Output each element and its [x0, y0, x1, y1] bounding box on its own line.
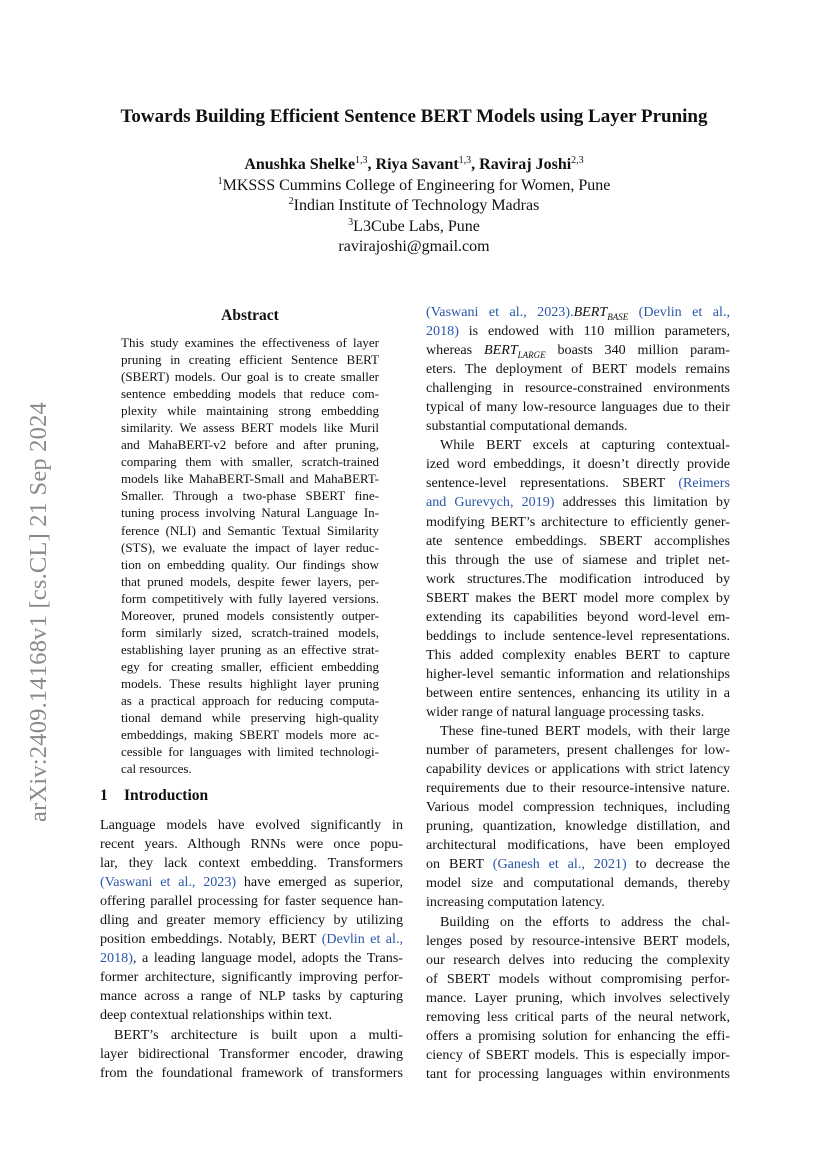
text-fragment: beddings to include sentence-level representations.	[426, 627, 730, 644]
right-column	[426, 303, 730, 1084]
abstract-line: establishing layer pruning as an effective strat-	[121, 641, 379, 657]
text-fragment: This added complexity enables BERT to capture	[426, 646, 730, 663]
text-line	[100, 873, 403, 892]
text-line	[426, 741, 730, 760]
text-line	[426, 722, 730, 741]
author-block	[0, 155, 828, 258]
text-fragment: pruning, quantization, knowledge distillation, and	[426, 818, 730, 835]
text-fragment: BERT’s architecture is built upon a multi-	[114, 1026, 403, 1043]
text-fragment: offering parallel processing for faster sequence han-	[100, 893, 403, 910]
abstract-line: sentence embedding models that reduce com-	[121, 386, 379, 402]
abstract-line: comparing them with smaller, scratch-trained	[121, 454, 379, 470]
text-line	[100, 1064, 403, 1083]
text-line	[426, 436, 730, 455]
citation-link[interactable]: (Devlin et al.,	[321, 931, 403, 948]
math-bert-large: $BERT_{LARGE}$	[484, 342, 546, 360]
text-line	[426, 874, 730, 893]
abstract-line: (STS), we evaluate the impact of layer reduc-	[121, 539, 379, 555]
citation-link[interactable]: (Reimers	[678, 475, 730, 492]
author-separator: ,	[367, 156, 376, 173]
text-line	[426, 646, 730, 665]
text-fragment: mance across a range of NLP tasks by capturing	[100, 988, 403, 1005]
affiliation-3: $^3$L3Cube Labs, Pune	[348, 216, 480, 235]
text-fragment: model size and computational demands, thereby	[426, 875, 730, 892]
text-line	[100, 816, 403, 835]
abstract-line: This study examines the effectiveness of layer	[121, 335, 379, 350]
text-fragment: this through the use of siamese and triplet net-	[426, 551, 730, 568]
affiliation-1: $^1$MKSSS Cummins College of Engineering for Women, Pune	[217, 175, 611, 194]
text-fragment: modifying BERT’s architecture to efficiently gener-	[426, 513, 730, 530]
text-fragment: dling and greater memory efficiency by utilizing	[100, 912, 403, 929]
text-line	[426, 893, 730, 912]
text-fragment: position embeddings. Notably, BERT	[100, 931, 322, 948]
text-fragment: on BERT	[426, 856, 493, 873]
text-line	[100, 835, 403, 854]
author-affiliation-mark: 1,3	[458, 155, 472, 166]
text-line	[100, 911, 403, 930]
text-fragment: These fine-tuned BERT models, with their large	[440, 723, 730, 740]
abstract-line: egy for creating smaller, efficient embedding	[121, 658, 379, 674]
author-name: Riya Savant	[375, 156, 459, 173]
text-fragment: extending its capabilities beyond word-level em-	[426, 608, 730, 625]
text-line	[426, 303, 730, 322]
introduction-left-column	[100, 816, 403, 1083]
text-fragment: , a leading language model, adopts the Trans-	[132, 950, 403, 967]
text-fragment: While BERT excels at capturing contextual-	[440, 437, 730, 454]
text-line: 2018) is endowed with 110 million parameters,	[426, 323, 730, 340]
text-fragment: of SBERT models without compromising perfor-	[426, 970, 730, 987]
text-line	[426, 627, 730, 646]
author-name: Raviraj Joshi	[479, 156, 572, 173]
abstract-heading: Abstract	[221, 307, 279, 324]
text-fragment: to decrease the	[626, 856, 730, 873]
abstract-line: form competitively with fully layered versions.	[121, 590, 379, 606]
text-line	[426, 551, 730, 570]
abstract-line: tuning process involving Natural Language In-	[121, 505, 379, 521]
text-line	[100, 968, 403, 987]
citation-link[interactable]: 2018)	[426, 323, 459, 340]
text-line	[426, 913, 730, 932]
text-fragment: between entire sentences, enhancing its utility in a	[426, 684, 730, 701]
text-fragment: sentence-level representations. SBERT	[426, 475, 679, 492]
author-list	[0, 155, 828, 176]
abstract-line: similarity. We assess BERT models like Muril	[121, 420, 379, 436]
text-line	[426, 665, 730, 684]
text-fragment: from the foundational framework of transformers	[100, 1064, 403, 1081]
text-line	[426, 1027, 730, 1046]
text-fragment: SBERT makes the BERT model more complex by	[426, 589, 730, 606]
author-affiliation-mark: 1,3	[355, 155, 368, 166]
text-line	[426, 951, 730, 970]
text-fragment: capability devices or applications with strict latency	[426, 761, 730, 778]
text-fragment: deep contextual relationships within text.	[100, 1007, 333, 1024]
text-fragment: former architecture, significantly improving perfor-	[100, 969, 403, 986]
citation-link[interactable]: and Gurevych, 2019)	[426, 494, 555, 511]
affiliation-2: $^2$Indian Institute of Technology Madras	[288, 196, 540, 215]
text-line	[426, 513, 730, 532]
text-line	[426, 798, 730, 817]
text-line	[100, 987, 403, 1006]
citation-link[interactable]: (Vaswani et al., 2023).	[426, 304, 574, 320]
abstract-body	[121, 334, 379, 777]
text-line	[426, 817, 730, 836]
text-line	[100, 930, 403, 949]
abstract-line: Smaller. Through a two-phase SBERT fine-	[121, 488, 379, 504]
text-fragment: substantial computational demands.	[426, 418, 628, 435]
text-fragment: have emerged as superior,	[236, 874, 403, 891]
text-fragment: increasing computation latency.	[426, 894, 605, 911]
author-affiliation-mark: 2,3	[571, 155, 584, 166]
text-line	[426, 1065, 730, 1084]
text-line	[426, 855, 730, 874]
text-fragment: architectural modifications, have been employed	[426, 837, 730, 854]
text-fragment: Language models have evolved significantly in	[100, 817, 403, 833]
abstract-line: (SBERT) models. Our goal is to create smaller	[121, 369, 379, 385]
text-line	[426, 455, 730, 474]
author-name: Anushka Shelke	[244, 156, 356, 173]
text-line: whereas $BERT_{LARGE}$ boasts 340 million param-	[426, 342, 730, 360]
text-fragment: lar, they lack context embedding. Transformers	[100, 855, 403, 872]
text-line	[426, 779, 730, 798]
text-fragment: challenging in resource-constrained environments	[426, 380, 730, 397]
text-fragment: eters. The deployment of BERT models remains	[426, 361, 730, 378]
text-line	[100, 1026, 403, 1045]
abstract-line: ference (NLI) and Semantic Textual Similarity	[121, 522, 379, 538]
text-fragment: offers a promising solution for enhancing the effi-	[426, 1027, 730, 1044]
abstract-line: models like MahaBERT-Small and MahaBERT-	[121, 471, 379, 487]
text-fragment: lenges posed by resource-intensive BERT models,	[426, 932, 730, 949]
text-fragment: removing less critical parts of the neural network,	[426, 1008, 730, 1025]
text-line	[426, 836, 730, 855]
text-fragment: higher-level semantic information and relationships	[426, 665, 730, 682]
text-line	[100, 1045, 403, 1064]
text-line	[426, 932, 730, 951]
abstract-line: embeddings, making SBERT models more ac-	[121, 727, 379, 743]
text-fragment: work structures.The modification introduced by	[426, 570, 730, 587]
author-email: ravirajoshi@gmail.com	[338, 238, 490, 256]
text-line	[426, 360, 730, 379]
abstract-line: cessible for languages with limited technologi-	[121, 744, 379, 760]
arxiv-identifier-text: arXiv:2409.14168v1 [cs.CL] 21 Sep 2024	[25, 402, 52, 822]
abstract-line: tion on embedding quality. Our findings show	[121, 556, 379, 572]
text-line	[426, 379, 730, 398]
text-fragment: ate sentence embeddings. SBERT accomplishes	[426, 532, 730, 549]
text-fragment: layer bidirectional Transformer encoder, drawing	[100, 1045, 403, 1062]
text-line	[426, 760, 730, 779]
right-column-lines	[426, 360, 730, 1084]
text-fragment: ciency of SBERT models. This is especially impor-	[426, 1046, 730, 1063]
text-fragment: Building on the efforts to address the chal-	[440, 913, 730, 930]
text-fragment: addresses this limitation by	[554, 494, 730, 511]
abstract-line: that pruned models, despite fewer layers, per-	[121, 573, 379, 589]
abstract-line: Moreover, pruned models consistently outper-	[121, 607, 379, 623]
text-line	[100, 1006, 403, 1025]
text-line	[426, 970, 730, 989]
abstract-line: plexity while maintaining strong embedding	[121, 403, 379, 419]
abstract-line: models. These results highlight layer pruning	[121, 675, 379, 691]
paper-title: Towards Building Efficient Sentence BERT Models using Layer Pruning	[120, 106, 708, 127]
text-fragment: requirements due to their resource-intensive nature.	[426, 780, 730, 797]
citation-link[interactable]: (Devlin et al.,	[628, 304, 730, 320]
text-line	[426, 570, 730, 589]
abstract-line: form similarly sized, scratch-trained models,	[121, 624, 379, 640]
text-fragment: typical of many low-resource languages due to their	[426, 399, 730, 416]
text-fragment: ized word embeddings, it doesn’t directly provide	[426, 456, 730, 473]
abstract-line: as a practical approach for reducing computa-	[121, 692, 379, 708]
section-heading-introduction: 1 Introduction	[100, 787, 209, 804]
text-line	[426, 398, 730, 417]
abstract-line: tional demand while preserving high-quality	[121, 710, 379, 726]
abstract-line: cal resources.	[121, 761, 192, 777]
citation-link[interactable]: (Ganesh et al., 2021)	[492, 856, 627, 873]
text-fragment: wider range of natural language processing tasks.	[426, 703, 705, 720]
text-line	[426, 589, 730, 608]
text-line	[426, 493, 730, 512]
text-fragment: Various model compression techniques, including	[426, 799, 730, 816]
text-line	[426, 1008, 730, 1027]
text-fragment: our research delves into reducing the complexity	[426, 951, 730, 968]
author-separator: ,	[471, 156, 480, 173]
text-line	[100, 892, 403, 911]
text-line	[426, 474, 730, 493]
abstract-line: and MahaBERT-v2 before and after pruning,	[121, 437, 379, 453]
text-line	[426, 417, 730, 436]
math-bert-base: $BERT_{BASE}$	[573, 304, 629, 322]
text-line	[426, 703, 730, 722]
text-line	[426, 608, 730, 627]
text-fragment: recent years. Although RNNs were once popu-	[100, 836, 403, 853]
text-line	[100, 949, 403, 968]
text-fragment: number of parameters, present challenges for low-	[426, 742, 730, 759]
abstract-line: pruning in creating efficient Sentence BERT	[121, 352, 379, 368]
text-fragment: tant for processing languages within environments	[426, 1065, 730, 1082]
citation-link[interactable]: 2018)	[100, 950, 133, 967]
text-fragment: mance. Layer pruning, which involves selectively	[426, 989, 730, 1006]
citation-link[interactable]: (Vaswani et al., 2023)	[100, 874, 237, 891]
text-line	[426, 989, 730, 1008]
text-line	[100, 854, 403, 873]
text-line	[426, 684, 730, 703]
text-line	[426, 532, 730, 551]
text-line	[426, 1046, 730, 1065]
